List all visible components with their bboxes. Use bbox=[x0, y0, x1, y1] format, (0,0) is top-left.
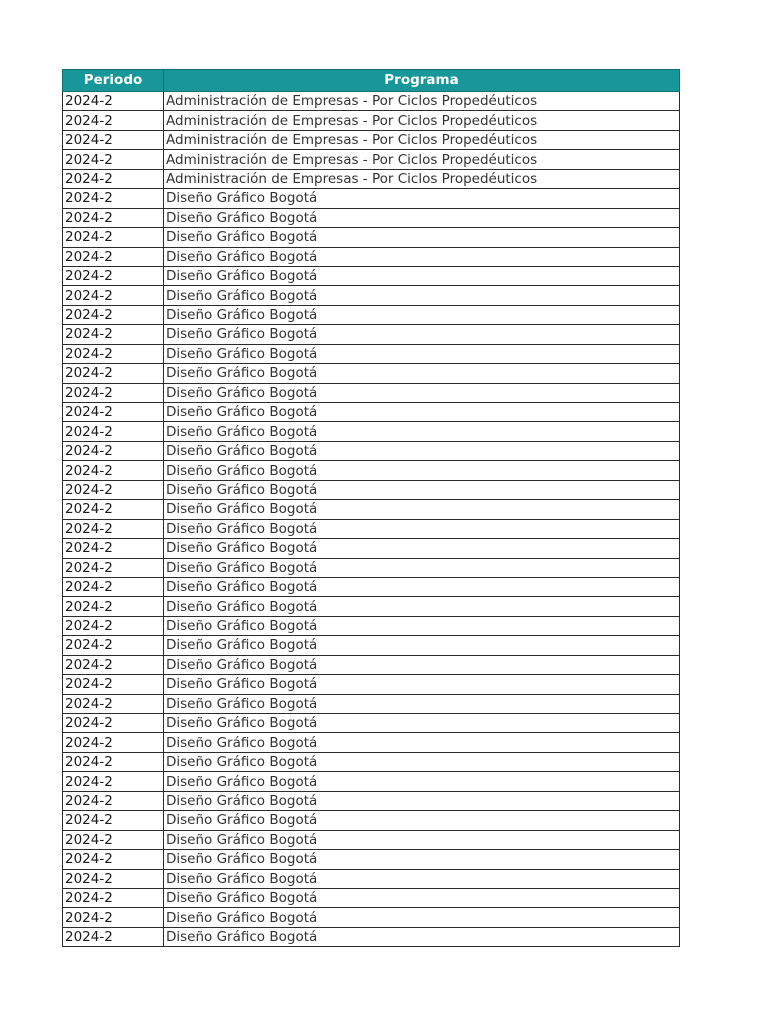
table-row bbox=[63, 364, 680, 383]
programa-cell: Administración de Empresas - Por Ciclos Propedéuticos bbox=[164, 111, 680, 130]
table-body bbox=[63, 92, 680, 947]
column-header-programa: Programa bbox=[164, 70, 680, 92]
programa-cell: Administración de Empresas - Por Ciclos Propedéuticos bbox=[164, 150, 680, 169]
programa-cell: Diseño Gráfico Bogotá bbox=[164, 480, 680, 499]
periodo-cell: 2024-2 bbox=[63, 111, 164, 130]
periodo-cell: 2024-2 bbox=[63, 325, 164, 344]
programa-cell: Diseño Gráfico Bogotá bbox=[164, 616, 680, 635]
table-row bbox=[63, 208, 680, 227]
programa-cell: Diseño Gráfico Bogotá bbox=[164, 714, 680, 733]
table-row bbox=[63, 344, 680, 363]
table-row bbox=[63, 461, 680, 480]
table-row bbox=[63, 791, 680, 810]
table-row bbox=[63, 305, 680, 324]
programa-cell: Diseño Gráfico Bogotá bbox=[164, 228, 680, 247]
periodo-cell: 2024-2 bbox=[63, 850, 164, 869]
periodo-cell: 2024-2 bbox=[63, 714, 164, 733]
periodo-cell: 2024-2 bbox=[63, 636, 164, 655]
table-row bbox=[63, 422, 680, 441]
programa-cell: Administración de Empresas - Por Ciclos Propedéuticos bbox=[164, 92, 680, 111]
programa-cell: Diseño Gráfico Bogotá bbox=[164, 266, 680, 285]
programa-cell: Diseño Gráfico Bogotá bbox=[164, 539, 680, 558]
programa-cell: Diseño Gráfico Bogotá bbox=[164, 441, 680, 460]
table-row bbox=[63, 286, 680, 305]
programa-cell: Diseño Gráfico Bogotá bbox=[164, 597, 680, 616]
table-row bbox=[63, 480, 680, 499]
programa-cell: Diseño Gráfico Bogotá bbox=[164, 675, 680, 694]
periodo-cell: 2024-2 bbox=[63, 577, 164, 596]
periodo-cell: 2024-2 bbox=[63, 869, 164, 888]
table-row bbox=[63, 888, 680, 907]
periodo-cell: 2024-2 bbox=[63, 558, 164, 577]
periodo-cell: 2024-2 bbox=[63, 694, 164, 713]
periodo-cell: 2024-2 bbox=[63, 791, 164, 810]
table-row bbox=[63, 169, 680, 188]
periodo-cell: 2024-2 bbox=[63, 927, 164, 946]
programa-cell: Diseño Gráfico Bogotá bbox=[164, 869, 680, 888]
table-row bbox=[63, 811, 680, 830]
periodo-cell: 2024-2 bbox=[63, 150, 164, 169]
programa-cell: Diseño Gráfico Bogotá bbox=[164, 383, 680, 402]
table-row bbox=[63, 266, 680, 285]
periodo-cell: 2024-2 bbox=[63, 383, 164, 402]
table-row bbox=[63, 247, 680, 266]
programa-cell: Diseño Gráfico Bogotá bbox=[164, 811, 680, 830]
programa-cell: Diseño Gráfico Bogotá bbox=[164, 344, 680, 363]
programa-cell: Diseño Gráfico Bogotá bbox=[164, 577, 680, 596]
table-row bbox=[63, 733, 680, 752]
data-table bbox=[62, 69, 680, 947]
table-row bbox=[63, 616, 680, 635]
periodo-cell: 2024-2 bbox=[63, 597, 164, 616]
programa-cell: Diseño Gráfico Bogotá bbox=[164, 247, 680, 266]
table-row bbox=[63, 850, 680, 869]
programa-cell: Diseño Gráfico Bogotá bbox=[164, 461, 680, 480]
periodo-cell: 2024-2 bbox=[63, 539, 164, 558]
programa-cell: Diseño Gráfico Bogotá bbox=[164, 908, 680, 927]
table-row bbox=[63, 752, 680, 771]
periodo-cell: 2024-2 bbox=[63, 519, 164, 538]
periodo-cell: 2024-2 bbox=[63, 616, 164, 635]
programa-cell: Diseño Gráfico Bogotá bbox=[164, 752, 680, 771]
table-row bbox=[63, 636, 680, 655]
programa-cell: Diseño Gráfico Bogotá bbox=[164, 888, 680, 907]
programa-cell: Diseño Gráfico Bogotá bbox=[164, 791, 680, 810]
table-row bbox=[63, 597, 680, 616]
table-header bbox=[63, 70, 680, 92]
table-row bbox=[63, 441, 680, 460]
periodo-cell: 2024-2 bbox=[63, 811, 164, 830]
table-row bbox=[63, 830, 680, 849]
table-row bbox=[63, 772, 680, 791]
periodo-cell: 2024-2 bbox=[63, 403, 164, 422]
periodo-cell: 2024-2 bbox=[63, 655, 164, 674]
programa-cell: Diseño Gráfico Bogotá bbox=[164, 364, 680, 383]
programa-cell: Diseño Gráfico Bogotá bbox=[164, 325, 680, 344]
periodo-cell: 2024-2 bbox=[63, 422, 164, 441]
table-row bbox=[63, 675, 680, 694]
periodo-cell: 2024-2 bbox=[63, 305, 164, 324]
programa-cell: Diseño Gráfico Bogotá bbox=[164, 772, 680, 791]
table-row bbox=[63, 714, 680, 733]
table-row bbox=[63, 403, 680, 422]
table-row bbox=[63, 500, 680, 519]
programa-cell: Diseño Gráfico Bogotá bbox=[164, 655, 680, 674]
programa-cell: Diseño Gráfico Bogotá bbox=[164, 286, 680, 305]
periodo-cell: 2024-2 bbox=[63, 675, 164, 694]
programa-cell: Administración de Empresas - Por Ciclos Propedéuticos bbox=[164, 130, 680, 149]
programa-cell: Diseño Gráfico Bogotá bbox=[164, 636, 680, 655]
table-row bbox=[63, 189, 680, 208]
periodo-cell: 2024-2 bbox=[63, 830, 164, 849]
programa-cell: Diseño Gráfico Bogotá bbox=[164, 733, 680, 752]
programa-cell: Diseño Gráfico Bogotá bbox=[164, 558, 680, 577]
periodo-cell: 2024-2 bbox=[63, 441, 164, 460]
table-row bbox=[63, 558, 680, 577]
periodo-cell: 2024-2 bbox=[63, 208, 164, 227]
programa-cell: Diseño Gráfico Bogotá bbox=[164, 500, 680, 519]
programa-cell: Diseño Gráfico Bogotá bbox=[164, 208, 680, 227]
table-row bbox=[63, 869, 680, 888]
programa-cell: Diseño Gráfico Bogotá bbox=[164, 694, 680, 713]
periodo-cell: 2024-2 bbox=[63, 364, 164, 383]
programa-cell: Diseño Gráfico Bogotá bbox=[164, 422, 680, 441]
programa-cell: Diseño Gráfico Bogotá bbox=[164, 305, 680, 324]
programa-cell: Diseño Gráfico Bogotá bbox=[164, 189, 680, 208]
programa-cell: Diseño Gráfico Bogotá bbox=[164, 927, 680, 946]
table-row bbox=[63, 539, 680, 558]
periodo-cell: 2024-2 bbox=[63, 169, 164, 188]
table-row bbox=[63, 908, 680, 927]
periodo-cell: 2024-2 bbox=[63, 247, 164, 266]
column-header-periodo: Periodo bbox=[63, 70, 164, 92]
programa-cell: Diseño Gráfico Bogotá bbox=[164, 850, 680, 869]
periodo-cell: 2024-2 bbox=[63, 888, 164, 907]
periodo-cell: 2024-2 bbox=[63, 461, 164, 480]
table-row bbox=[63, 228, 680, 247]
table-row bbox=[63, 130, 680, 149]
periodo-cell: 2024-2 bbox=[63, 189, 164, 208]
table-row bbox=[63, 577, 680, 596]
table-row bbox=[63, 383, 680, 402]
table-row bbox=[63, 927, 680, 946]
table-row bbox=[63, 325, 680, 344]
table-row bbox=[63, 150, 680, 169]
periodo-cell: 2024-2 bbox=[63, 772, 164, 791]
table-row bbox=[63, 519, 680, 538]
periodo-cell: 2024-2 bbox=[63, 130, 164, 149]
periodo-cell: 2024-2 bbox=[63, 908, 164, 927]
table-row bbox=[63, 694, 680, 713]
programa-cell: Diseño Gráfico Bogotá bbox=[164, 403, 680, 422]
periodo-cell: 2024-2 bbox=[63, 228, 164, 247]
periodo-cell: 2024-2 bbox=[63, 500, 164, 519]
header-row bbox=[63, 70, 680, 92]
table-row bbox=[63, 655, 680, 674]
table-row bbox=[63, 111, 680, 130]
periodo-cell: 2024-2 bbox=[63, 733, 164, 752]
programa-cell: Diseño Gráfico Bogotá bbox=[164, 830, 680, 849]
programa-cell: Administración de Empresas - Por Ciclos Propedéuticos bbox=[164, 169, 680, 188]
periodo-cell: 2024-2 bbox=[63, 344, 164, 363]
periodo-cell: 2024-2 bbox=[63, 266, 164, 285]
periodo-cell: 2024-2 bbox=[63, 286, 164, 305]
periodo-cell: 2024-2 bbox=[63, 480, 164, 499]
programa-cell: Diseño Gráfico Bogotá bbox=[164, 519, 680, 538]
table-row bbox=[63, 92, 680, 111]
periodo-cell: 2024-2 bbox=[63, 92, 164, 111]
periodo-cell: 2024-2 bbox=[63, 752, 164, 771]
